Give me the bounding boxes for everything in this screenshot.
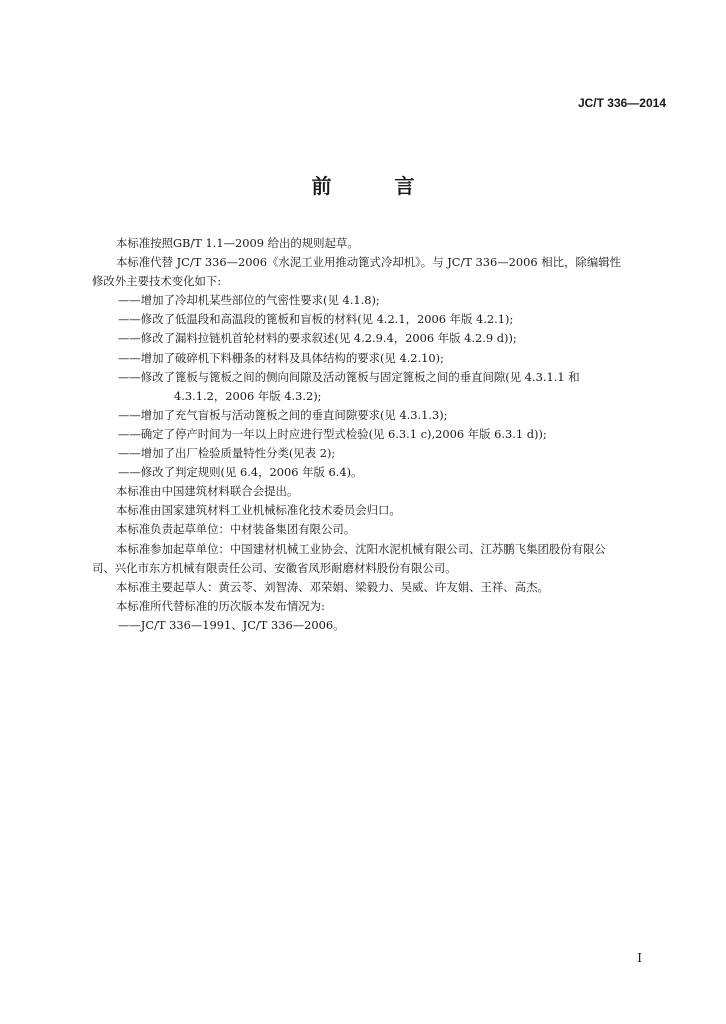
change-item: ——增加了出厂检验质量特性分类(见表 2); bbox=[118, 446, 336, 461]
change-item: ——修改了判定规则(见 6.4，2006 年版 6.4)。 bbox=[118, 465, 363, 480]
change-item: ——增加了破碎机下料栅条的材料及具体结构的要求(见 4.2.10); bbox=[118, 350, 444, 365]
page-number: I bbox=[637, 951, 642, 965]
paragraph-replaces: 本标准代替 JC/T 336—2006《水泥工业用推动篦式冷却机》。与 JC/T 336—2006 相比，除编辑性 bbox=[116, 255, 622, 270]
change-item: ——增加了充气盲板与活动篦板之间的垂直间隙要求(见 4.3.1.3); bbox=[118, 407, 448, 422]
change-item: ——确定了停产时间为一年以上时应进行型式检验(见 6.3.1 c),2006 年版 6.3.1 d)); bbox=[118, 426, 547, 441]
paragraph-main-drafters: 本标准主要起草人：黄云苓、刘智涛、邓荣娟、梁毅力、吴威、许友娟、王祥、高杰。 bbox=[116, 579, 549, 594]
paragraph-participating-drafters-cont: 司、兴化市东方机械有限责任公司、安徽省凤形耐磨材料股份有限公司。 bbox=[92, 560, 457, 575]
change-item-cont: 4.3.1.2，2006 年版 4.3.2); bbox=[174, 388, 322, 403]
paragraph-lead-drafter: 本标准负责起草单位：中材装备集团有限公司。 bbox=[116, 522, 356, 537]
history-item: ——JC/T 336—1991、JC/T 336—2006。 bbox=[118, 617, 345, 632]
change-item: ——增加了冷却机某些部位的气密性要求(见 4.1.8); bbox=[118, 293, 380, 308]
page-title: 前 言 bbox=[311, 174, 443, 198]
paragraph-drafting-rules: 本标准按照GB/T 1.1—2009 给出的规则起草。 bbox=[116, 236, 359, 250]
paragraph-history: 本标准所代替标准的历次版本发布情况为: bbox=[116, 598, 325, 613]
paragraph-participating-drafters: 本标准参加起草单位：中国建材机械工业协会、沈阳水泥机械有限公司、江苏鹏飞集团股份有限公 bbox=[116, 541, 606, 556]
change-item: ——修改了漏料拉链机首轮材料的要求叙述(见 4.2.9.4，2006 年版 4.2.9 d)); bbox=[118, 331, 517, 346]
paragraph-replaces-cont: 修改外主要技术变化如下: bbox=[92, 274, 222, 289]
standard-code: JC/T 336—2014 bbox=[577, 96, 666, 110]
change-item: ——修改了篦板与篦板之间的侧向间隙及活动篦板与固定篦板之间的垂直间隙(见 4.3.1.1 和 bbox=[118, 369, 580, 384]
change-item: ——修改了低温段和高温段的篦板和盲板的材料(见 4.2.1，2006 年版 4.2.1); bbox=[118, 312, 514, 327]
paragraph-under-jurisdiction: 本标准由国家建筑材料工业机械标准化技术委员会归口。 bbox=[116, 503, 401, 518]
foreword-body bbox=[92, 234, 664, 635]
paragraph-proposed-by: 本标准由中国建筑材料联合会提出。 bbox=[116, 484, 299, 499]
